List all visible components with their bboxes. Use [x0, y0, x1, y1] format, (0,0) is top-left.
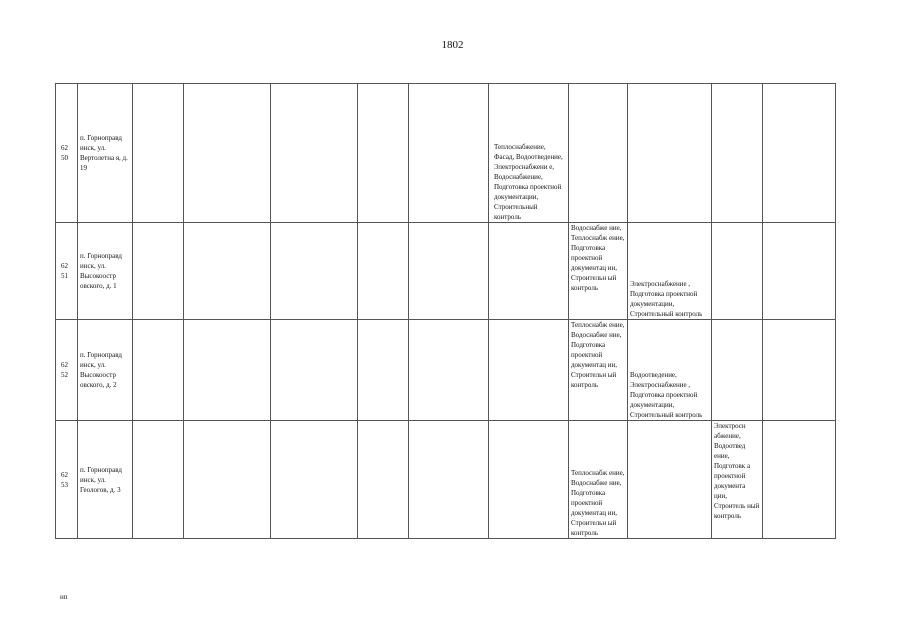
- work-types-cell: [712, 223, 763, 320]
- empty-cell: [409, 320, 489, 421]
- empty-cell: [271, 223, 358, 320]
- empty-cell: [358, 223, 409, 320]
- work-types-cell: Теплоснабж ение, Водоснабже ние, Подготовка проектной документац ии, Строительн ый контроль: [569, 421, 628, 539]
- address-cell: п. Горноправд инск, ул. Геологов, д. 3: [78, 421, 133, 539]
- empty-cell: [358, 84, 409, 223]
- empty-cell: [184, 84, 271, 223]
- empty-cell: [184, 421, 271, 539]
- empty-cell: [184, 320, 271, 421]
- row-number: 62 51: [56, 223, 78, 320]
- work-types-cell: Водоотведение, Электроснабжение , Подготовка проектной документации, Строительный контроль: [628, 320, 712, 421]
- empty-cell: [271, 320, 358, 421]
- empty-cell: [358, 421, 409, 539]
- address-cell: п. Горноправд инск, ул. Вертолетна я, д. 19: [78, 84, 133, 223]
- empty-cell: [271, 421, 358, 539]
- work-types-cell: Водоснабже ние, Теплоснабж ение, Подготовка проектной документац ии, Строительн ый контроль: [569, 223, 628, 320]
- table-row: [56, 421, 836, 539]
- row-number: 62 53: [56, 421, 78, 539]
- empty-cell: [409, 421, 489, 539]
- empty-cell: [133, 320, 184, 421]
- empty-cell: [763, 421, 836, 539]
- empty-cell: [133, 421, 184, 539]
- work-types-cell: Электроснабжение , Подготовка проектной документации, Строительный контроль: [628, 223, 712, 320]
- address-cell: п. Горноправд инск, ул. Высокоостр овского, д. 2: [78, 320, 133, 421]
- work-types-cell: [712, 84, 763, 223]
- table-row: [56, 320, 836, 421]
- row-number: 62 50: [56, 84, 78, 223]
- empty-cell: [763, 320, 836, 421]
- work-types-cell: [628, 84, 712, 223]
- work-types-cell: Теплоснабжение, Фасад, Водоотведение, Электроснабжени е, Водоснабжение, Подготовка проектной документации, Строительный контроль: [489, 84, 569, 223]
- work-types-cell: [628, 421, 712, 539]
- empty-cell: [133, 223, 184, 320]
- footer-mark: нп: [60, 593, 68, 601]
- table-row: [56, 223, 836, 320]
- empty-cell: [763, 84, 836, 223]
- empty-cell: [409, 223, 489, 320]
- empty-cell: [409, 84, 489, 223]
- table-row: [56, 84, 836, 223]
- work-types-cell: [712, 320, 763, 421]
- empty-cell: [133, 84, 184, 223]
- page-number: 1802: [441, 39, 464, 51]
- row-number: 62 52: [56, 320, 78, 421]
- work-types-cell: [569, 84, 628, 223]
- work-types-cell: [489, 223, 569, 320]
- empty-cell: [358, 320, 409, 421]
- empty-cell: [763, 223, 836, 320]
- work-types-cell: [489, 320, 569, 421]
- program-table: [55, 83, 836, 539]
- empty-cell: [271, 84, 358, 223]
- work-types-cell: Теплоснабж ение, Водоснабже ние, Подготовка проектной документац ии, Строительн ый контроль: [569, 320, 628, 421]
- work-types-cell: Электросн абжение, Водоотвед ение, Подготовк а проектной документа ции, Строитель ный контроль: [712, 421, 763, 539]
- work-types-cell: [489, 421, 569, 539]
- empty-cell: [184, 223, 271, 320]
- address-cell: п. Горноправд инск, ул. Высокоостр овского, д. 1: [78, 223, 133, 320]
